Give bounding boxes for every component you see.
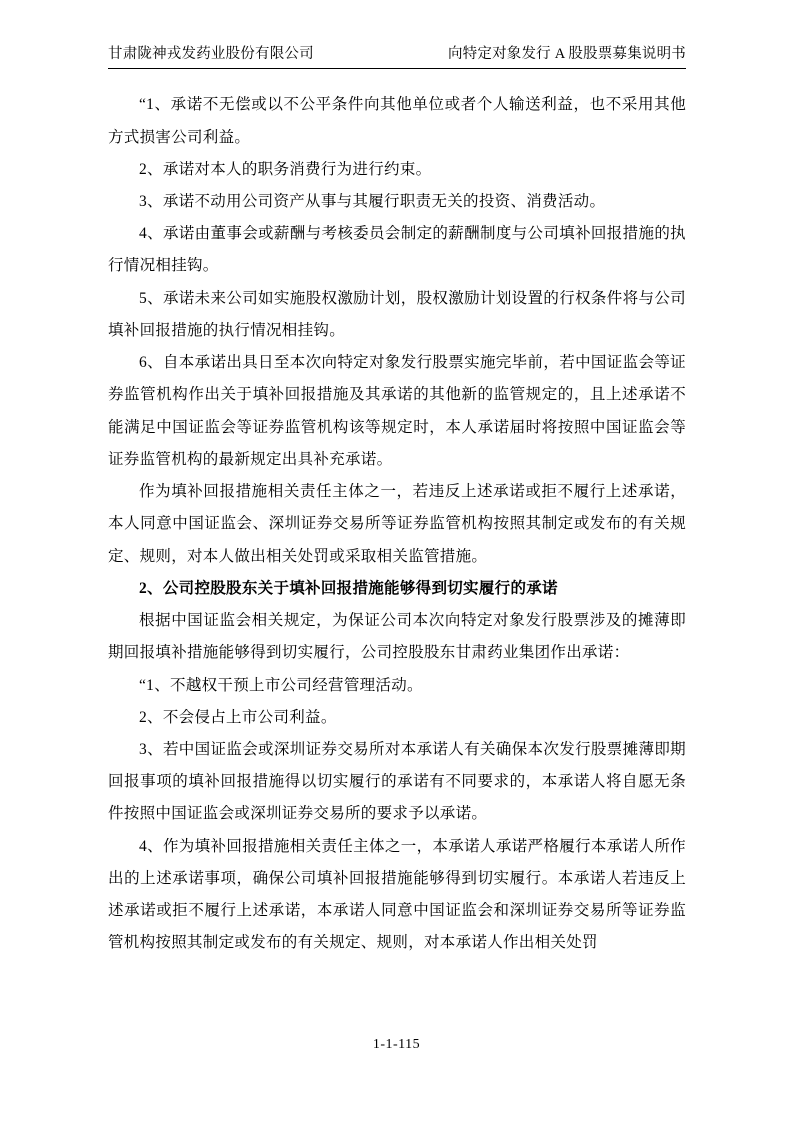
paragraph: 3、若中国证监会或深圳证券交易所对本承诺人有关确保本次发行股票摊薄即期回报事项的填补回报措施得以切实履行的承诺有不同要求的，本承诺人将自愿无条件按照中国证监会或深圳证券交易所的要求予以承诺。 [108,740,686,823]
section-subheading: 2、公司控股股东关于填补回报措施能够得到切实履行的承诺 [139,579,558,597]
paragraph: “1、不越权干预上市公司经营管理活动。 [139,676,423,694]
paragraph: 5、承诺未来公司如实施股权激励计划，股权激励计划设置的行权条件将与公司填补回报措施的执行情况相挂钩。 [108,289,686,339]
paragraph: 根据中国证监会相关规定，为保证公司本次向特定对象发行股票涉及的摊薄即期回报填补措施能够得到切实履行，公司控股股东甘肃药业集团作出承诺： [108,612,686,662]
paragraph: 2、不会侵占上市公司利益。 [139,708,337,726]
page-content [108,44,686,960]
paragraph: 6、自本承诺出具日至本次向特定对象发行股票实施完毕前，若中国证监会等证券监管机构作出关于填补回报措施及其承诺的其他新的监管规定的，且上述承诺不能满足中国证监会等证券监管机构该等规定时，本人承诺届时将按照中国证监会等证券监管机构的最新规定出具补充承诺。 [108,354,686,468]
page-header [108,44,686,69]
paragraph: 4、作为填补回报措施相关责任主体之一，本承诺人承诺严格履行本承诺人所作出的上述承诺事项，确保公司填补回报措施能够得到切实履行。本承诺人若违反上述承诺或拒不履行上述承诺，本承诺人同意中国证监会和深圳证券交易所等证券监管机构按照其制定或发布的有关规定、规则，对本承诺人作出相关处罚 [108,837,686,952]
document-body [108,89,686,959]
paragraph: 作为填补回报措施相关责任主体之一，若违反上述承诺或拒不履行上述承诺，本人同意中国证监会、深圳证券交易所等证券监管机构按照其制定或发布的有关规定、规则，对本人做出相关处罚或采取相关监管措施。 [108,483,686,565]
header-company-name: 甘肃陇神戎发药业股份有限公司 [108,46,314,62]
paragraph: 4、承诺由董事会或薪酬与考核委员会制定的薪酬制度与公司填补回报措施的执行情况相挂钩。 [108,225,686,275]
page-footer [0,1037,793,1053]
paragraph: 3、承诺不动用公司资产从事与其履行职责无关的投资、消费活动。 [139,193,606,210]
paragraph: 2、承诺对本人的职务消费行为进行约束。 [139,160,432,178]
page-number: 1-1-115 [372,1037,421,1052]
header-document-title: 向特定对象发行 A 股股票募集说明书 [447,46,686,62]
paragraph: “1、承诺不无偿或以不公平条件向其他单位或者个人输送利益，也不采用其他方式损害公司利益。 [108,96,686,146]
